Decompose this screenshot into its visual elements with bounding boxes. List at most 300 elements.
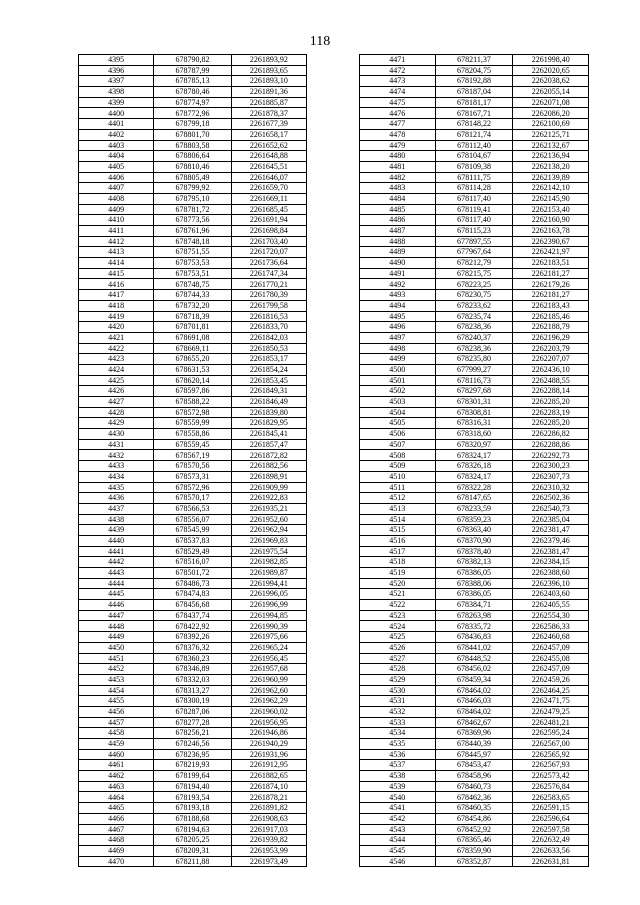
y-coordinate-cell: 2262455,08: [513, 653, 589, 664]
point-number-cell: 4416: [79, 279, 154, 290]
table-row: [79, 226, 307, 237]
x-coordinate-cell: 678799,92: [154, 183, 232, 194]
x-coordinate-cell: 678453,47: [435, 760, 513, 771]
y-coordinate-cell: 2261658,17: [231, 129, 306, 140]
table-row: [360, 803, 589, 814]
x-coordinate-cell: 678335,72: [435, 621, 513, 632]
point-number-cell: 4530: [360, 685, 436, 696]
point-number-cell: 4539: [360, 781, 436, 792]
table-row: [79, 856, 307, 867]
x-coordinate-cell: 678744,33: [154, 290, 232, 301]
x-coordinate-cell: 678148,22: [435, 119, 513, 130]
table-row: [360, 642, 589, 653]
table-row: [79, 364, 307, 375]
point-number-cell: 4526: [360, 642, 436, 653]
y-coordinate-cell: 2262471,75: [513, 696, 589, 707]
table-row: [79, 311, 307, 322]
y-coordinate-cell: 2262181,27: [513, 268, 589, 279]
x-coordinate-cell: 678219,93: [154, 760, 232, 771]
y-coordinate-cell: 2261698,84: [231, 226, 306, 237]
table-row: [79, 749, 307, 760]
y-coordinate-cell: 2261962,29: [231, 696, 306, 707]
x-coordinate-cell: 677897,55: [435, 236, 513, 247]
point-number-cell: 4466: [79, 813, 154, 824]
x-coordinate-cell: 678238,36: [435, 343, 513, 354]
point-number-cell: 4538: [360, 771, 436, 782]
point-number-cell: 4516: [360, 535, 436, 546]
table-row: [79, 706, 307, 717]
y-coordinate-cell: 2261996,99: [231, 600, 306, 611]
x-coordinate-cell: 678384,71: [435, 600, 513, 611]
table-row: [79, 258, 307, 269]
table-row: [360, 204, 589, 215]
y-coordinate-cell: 2261659,70: [231, 183, 306, 194]
table-row: [79, 728, 307, 739]
point-number-cell: 4510: [360, 471, 436, 482]
y-coordinate-cell: 2262583,65: [513, 792, 589, 803]
y-coordinate-cell: 2261996,05: [231, 589, 306, 600]
point-number-cell: 4440: [79, 535, 154, 546]
y-coordinate-cell: 2261885,87: [231, 97, 306, 108]
y-coordinate-cell: 2262457,09: [513, 642, 589, 653]
y-coordinate-cell: 2261872,82: [231, 450, 306, 461]
y-coordinate-cell: 2261839,80: [231, 407, 306, 418]
y-coordinate-cell: 2261965,24: [231, 642, 306, 653]
table-row: [360, 760, 589, 771]
x-coordinate-cell: 678111,75: [435, 172, 513, 183]
y-coordinate-cell: 2261912,95: [231, 760, 306, 771]
y-coordinate-cell: 2262179,26: [513, 279, 589, 290]
y-coordinate-cell: 2261940,29: [231, 739, 306, 750]
x-coordinate-cell: 678117,40: [435, 215, 513, 226]
table-row: [360, 183, 589, 194]
x-coordinate-cell: 678119,41: [435, 204, 513, 215]
x-coordinate-cell: 678147,65: [435, 493, 513, 504]
table-row: [360, 600, 589, 611]
point-number-cell: 4446: [79, 600, 154, 611]
point-number-cell: 4421: [79, 332, 154, 343]
y-coordinate-cell: 2261917,03: [231, 824, 306, 835]
point-number-cell: 4403: [79, 140, 154, 151]
point-number-cell: 4478: [360, 129, 436, 140]
y-coordinate-cell: 2262488,55: [513, 375, 589, 386]
y-coordinate-cell: 2261939,82: [231, 835, 306, 846]
x-coordinate-cell: 678194,63: [154, 824, 232, 835]
y-coordinate-cell: 2261770,21: [231, 279, 306, 290]
x-coordinate-cell: 678199,64: [154, 771, 232, 782]
point-number-cell: 4398: [79, 87, 154, 98]
y-coordinate-cell: 2262554,30: [513, 610, 589, 621]
x-coordinate-cell: 678324,17: [435, 471, 513, 482]
x-coordinate-cell: 678570,17: [154, 493, 232, 504]
point-number-cell: 4502: [360, 386, 436, 397]
table-row: [360, 236, 589, 247]
table-row: [360, 375, 589, 386]
point-number-cell: 4501: [360, 375, 436, 386]
point-number-cell: 4454: [79, 685, 154, 696]
point-number-cell: 4428: [79, 407, 154, 418]
table-row: [79, 546, 307, 557]
x-coordinate-cell: 678359,90: [435, 845, 513, 856]
y-coordinate-cell: 2262481,21: [513, 717, 589, 728]
table-row: [360, 247, 589, 258]
y-coordinate-cell: 2262163,78: [513, 226, 589, 237]
table-row: [79, 247, 307, 258]
table-row: [79, 535, 307, 546]
y-coordinate-cell: 2262139,89: [513, 172, 589, 183]
x-coordinate-cell: 678537,83: [154, 535, 232, 546]
x-coordinate-cell: 678324,17: [435, 450, 513, 461]
table-row: [360, 290, 589, 301]
y-coordinate-cell: 2262464,25: [513, 685, 589, 696]
y-coordinate-cell: 2262390,67: [513, 236, 589, 247]
y-coordinate-cell: 2261882,56: [231, 461, 306, 472]
x-coordinate-cell: 678701,81: [154, 322, 232, 333]
table-row: [360, 87, 589, 98]
table-row: [360, 311, 589, 322]
point-number-cell: 4453: [79, 674, 154, 685]
point-number-cell: 4409: [79, 204, 154, 215]
table-row: [79, 193, 307, 204]
table-row: [360, 268, 589, 279]
x-coordinate-cell: 678559,99: [154, 418, 232, 429]
table-row: [79, 322, 307, 333]
point-number-cell: 4534: [360, 728, 436, 739]
point-number-cell: 4515: [360, 525, 436, 536]
point-number-cell: 4523: [360, 610, 436, 621]
y-coordinate-cell: 2262307,73: [513, 471, 589, 482]
table-row: [360, 161, 589, 172]
table-row: [79, 610, 307, 621]
y-coordinate-cell: 2261969,83: [231, 535, 306, 546]
table-row: [360, 55, 589, 66]
x-coordinate-cell: 678441,02: [435, 642, 513, 653]
x-coordinate-cell: 678748,75: [154, 279, 232, 290]
table-row: [360, 364, 589, 375]
point-number-cell: 4424: [79, 364, 154, 375]
point-number-cell: 4434: [79, 471, 154, 482]
table-row: [79, 407, 307, 418]
x-coordinate-cell: 678376,32: [154, 642, 232, 653]
coordinates-table-right: [359, 54, 589, 867]
y-coordinate-cell: 2261891,82: [231, 803, 306, 814]
x-coordinate-cell: 678297,68: [435, 386, 513, 397]
table-row: [360, 578, 589, 589]
point-number-cell: 4401: [79, 119, 154, 130]
y-coordinate-cell: 2262136,94: [513, 151, 589, 162]
table-row: [79, 824, 307, 835]
point-number-cell: 4431: [79, 439, 154, 450]
point-number-cell: 4532: [360, 706, 436, 717]
point-number-cell: 4400: [79, 108, 154, 119]
table-row: [79, 183, 307, 194]
table-row: [79, 525, 307, 536]
x-coordinate-cell: 678474,83: [154, 589, 232, 600]
point-number-cell: 4492: [360, 279, 436, 290]
point-number-cell: 4535: [360, 739, 436, 750]
y-coordinate-cell: 2262142,10: [513, 183, 589, 194]
point-number-cell: 4480: [360, 151, 436, 162]
table-row: [79, 664, 307, 675]
point-number-cell: 4473: [360, 76, 436, 87]
x-coordinate-cell: 678352,87: [435, 856, 513, 867]
x-coordinate-cell: 678187,04: [435, 87, 513, 98]
y-coordinate-cell: 2261853,17: [231, 354, 306, 365]
point-number-cell: 4493: [360, 290, 436, 301]
x-coordinate-cell: 678392,26: [154, 632, 232, 643]
table-row: [360, 835, 589, 846]
point-number-cell: 4420: [79, 322, 154, 333]
y-coordinate-cell: 2261989,87: [231, 568, 306, 579]
point-number-cell: 4503: [360, 397, 436, 408]
x-coordinate-cell: 677999,27: [435, 364, 513, 375]
point-number-cell: 4425: [79, 375, 154, 386]
x-coordinate-cell: 678462,67: [435, 717, 513, 728]
point-number-cell: 4432: [79, 450, 154, 461]
x-coordinate-cell: 678386,05: [435, 568, 513, 579]
table-row: [79, 781, 307, 792]
point-number-cell: 4423: [79, 354, 154, 365]
y-coordinate-cell: 2262288,14: [513, 386, 589, 397]
y-coordinate-cell: 2261893,92: [231, 55, 306, 66]
y-coordinate-cell: 2261882,65: [231, 771, 306, 782]
x-coordinate-cell: 678556,07: [154, 514, 232, 525]
point-number-cell: 4404: [79, 151, 154, 162]
y-coordinate-cell: 2262288,86: [513, 439, 589, 450]
table-row: [79, 119, 307, 130]
y-coordinate-cell: 2262460,68: [513, 632, 589, 643]
y-coordinate-cell: 2261893,65: [231, 65, 306, 76]
table-row: [360, 717, 589, 728]
y-coordinate-cell: 2262181,27: [513, 290, 589, 301]
y-coordinate-cell: 2261975,66: [231, 632, 306, 643]
table-row: [360, 407, 589, 418]
x-coordinate-cell: 678452,92: [435, 824, 513, 835]
x-coordinate-cell: 678223,25: [435, 279, 513, 290]
point-number-cell: 4405: [79, 161, 154, 172]
x-coordinate-cell: 678795,10: [154, 193, 232, 204]
point-number-cell: 4509: [360, 461, 436, 472]
x-coordinate-cell: 678193,54: [154, 792, 232, 803]
point-number-cell: 4459: [79, 739, 154, 750]
table-row: [79, 835, 307, 846]
point-number-cell: 4414: [79, 258, 154, 269]
table-row: [79, 845, 307, 856]
x-coordinate-cell: 678370,90: [435, 535, 513, 546]
point-number-cell: 4402: [79, 129, 154, 140]
y-coordinate-cell: 2261922,83: [231, 493, 306, 504]
x-coordinate-cell: 678167,71: [435, 108, 513, 119]
point-number-cell: 4543: [360, 824, 436, 835]
table-row: [360, 386, 589, 397]
point-number-cell: 4528: [360, 664, 436, 675]
x-coordinate-cell: 678386,05: [435, 589, 513, 600]
point-number-cell: 4514: [360, 514, 436, 525]
point-number-cell: 4427: [79, 397, 154, 408]
point-number-cell: 4460: [79, 749, 154, 760]
x-coordinate-cell: 677967,64: [435, 247, 513, 258]
x-coordinate-cell: 678751,55: [154, 247, 232, 258]
x-coordinate-cell: 678572,96: [154, 482, 232, 493]
point-number-cell: 4464: [79, 792, 154, 803]
y-coordinate-cell: 2261736,64: [231, 258, 306, 269]
point-number-cell: 4419: [79, 311, 154, 322]
table-row: [79, 87, 307, 98]
y-coordinate-cell: 2261982,85: [231, 557, 306, 568]
table-row: [360, 450, 589, 461]
x-coordinate-cell: 678460,35: [435, 803, 513, 814]
y-coordinate-cell: 2261669,11: [231, 193, 306, 204]
point-number-cell: 4504: [360, 407, 436, 418]
table-row: [360, 845, 589, 856]
y-coordinate-cell: 2261857,47: [231, 439, 306, 450]
table-row: [360, 439, 589, 450]
y-coordinate-cell: 2261854,24: [231, 364, 306, 375]
point-number-cell: 4422: [79, 343, 154, 354]
y-coordinate-cell: 2262381,47: [513, 525, 589, 536]
point-number-cell: 4407: [79, 183, 154, 194]
point-number-cell: 4484: [360, 193, 436, 204]
point-number-cell: 4497: [360, 332, 436, 343]
x-coordinate-cell: 678181,17: [435, 97, 513, 108]
x-coordinate-cell: 678115,23: [435, 226, 513, 237]
point-number-cell: 4456: [79, 706, 154, 717]
table-row: [79, 685, 307, 696]
x-coordinate-cell: 678109,38: [435, 161, 513, 172]
table-row: [360, 461, 589, 472]
table-row: [79, 236, 307, 247]
y-coordinate-cell: 2262633,56: [513, 845, 589, 856]
table-row: [79, 204, 307, 215]
x-coordinate-cell: 678559,45: [154, 439, 232, 450]
x-coordinate-cell: 678436,83: [435, 632, 513, 643]
y-coordinate-cell: 2262573,42: [513, 771, 589, 782]
point-number-cell: 4463: [79, 781, 154, 792]
x-coordinate-cell: 678572,98: [154, 407, 232, 418]
table-row: [79, 461, 307, 472]
y-coordinate-cell: 2262020,65: [513, 65, 589, 76]
x-coordinate-cell: 678194,40: [154, 781, 232, 792]
point-number-cell: 4415: [79, 268, 154, 279]
table-row: [79, 600, 307, 611]
y-coordinate-cell: 2262196,29: [513, 332, 589, 343]
x-coordinate-cell: 678516,07: [154, 557, 232, 568]
point-number-cell: 4449: [79, 632, 154, 643]
table-row: [360, 482, 589, 493]
y-coordinate-cell: 2261816,53: [231, 311, 306, 322]
y-coordinate-cell: 2261946,86: [231, 728, 306, 739]
y-coordinate-cell: 2261833,70: [231, 322, 306, 333]
x-coordinate-cell: 678233,59: [435, 503, 513, 514]
x-coordinate-cell: 678326,18: [435, 461, 513, 472]
point-number-cell: 4450: [79, 642, 154, 653]
table-row: [360, 610, 589, 621]
point-number-cell: 4467: [79, 824, 154, 835]
y-coordinate-cell: 2262381,47: [513, 546, 589, 557]
y-coordinate-cell: 2262132,67: [513, 140, 589, 151]
x-coordinate-cell: 678205,25: [154, 835, 232, 846]
table-row: [360, 108, 589, 119]
x-coordinate-cell: 678193,18: [154, 803, 232, 814]
x-coordinate-cell: 678464,02: [435, 706, 513, 717]
x-coordinate-cell: 678440,39: [435, 739, 513, 750]
table-row: [360, 621, 589, 632]
x-coordinate-cell: 678318,60: [435, 429, 513, 440]
x-coordinate-cell: 678388,06: [435, 578, 513, 589]
y-coordinate-cell: 2262403,60: [513, 589, 589, 600]
x-coordinate-cell: 678117,40: [435, 193, 513, 204]
y-coordinate-cell: 2261799,58: [231, 300, 306, 311]
point-number-cell: 4477: [360, 119, 436, 130]
y-coordinate-cell: 2261703,40: [231, 236, 306, 247]
x-coordinate-cell: 678114,28: [435, 183, 513, 194]
x-coordinate-cell: 678256,21: [154, 728, 232, 739]
y-coordinate-cell: 2262576,84: [513, 781, 589, 792]
y-coordinate-cell: 2262388,60: [513, 568, 589, 579]
x-coordinate-cell: 678655,20: [154, 354, 232, 365]
table-row: [79, 696, 307, 707]
y-coordinate-cell: 2262502,36: [513, 493, 589, 504]
x-coordinate-cell: 678805,49: [154, 172, 232, 183]
x-coordinate-cell: 678236,95: [154, 749, 232, 760]
point-number-cell: 4444: [79, 578, 154, 589]
y-coordinate-cell: 2261962,94: [231, 525, 306, 536]
table-row: [79, 503, 307, 514]
y-coordinate-cell: 2262292,73: [513, 450, 589, 461]
point-number-cell: 4542: [360, 813, 436, 824]
y-coordinate-cell: 2261962,60: [231, 685, 306, 696]
x-coordinate-cell: 678121,74: [435, 129, 513, 140]
y-coordinate-cell: 2261990,39: [231, 621, 306, 632]
point-number-cell: 4481: [360, 161, 436, 172]
point-number-cell: 4487: [360, 226, 436, 237]
x-coordinate-cell: 678422,92: [154, 621, 232, 632]
table-row: [360, 749, 589, 760]
y-coordinate-cell: 2261994,85: [231, 610, 306, 621]
table-row: [79, 65, 307, 76]
table-row: [79, 108, 307, 119]
point-number-cell: 4511: [360, 482, 436, 493]
table-row: [360, 397, 589, 408]
x-coordinate-cell: 678732,20: [154, 300, 232, 311]
table-row: [79, 300, 307, 311]
point-number-cell: 4413: [79, 247, 154, 258]
point-number-cell: 4399: [79, 97, 154, 108]
point-number-cell: 4537: [360, 760, 436, 771]
y-coordinate-cell: 2262183,43: [513, 300, 589, 311]
table-row: [360, 589, 589, 600]
point-number-cell: 4475: [360, 97, 436, 108]
y-coordinate-cell: 2261994,41: [231, 578, 306, 589]
x-coordinate-cell: 678454,86: [435, 813, 513, 824]
y-coordinate-cell: 2262203,79: [513, 343, 589, 354]
y-coordinate-cell: 2262285,20: [513, 397, 589, 408]
table-row: [360, 193, 589, 204]
table-row: [360, 471, 589, 482]
table-row: [79, 621, 307, 632]
point-number-cell: 4531: [360, 696, 436, 707]
point-number-cell: 4465: [79, 803, 154, 814]
y-coordinate-cell: 2262300,23: [513, 461, 589, 472]
x-coordinate-cell: 678287,06: [154, 706, 232, 717]
x-coordinate-cell: 678669,11: [154, 343, 232, 354]
table-row: [79, 129, 307, 140]
table-row: [79, 140, 307, 151]
point-number-cell: 4458: [79, 728, 154, 739]
point-number-cell: 4417: [79, 290, 154, 301]
point-number-cell: 4505: [360, 418, 436, 429]
y-coordinate-cell: 2262436,10: [513, 364, 589, 375]
